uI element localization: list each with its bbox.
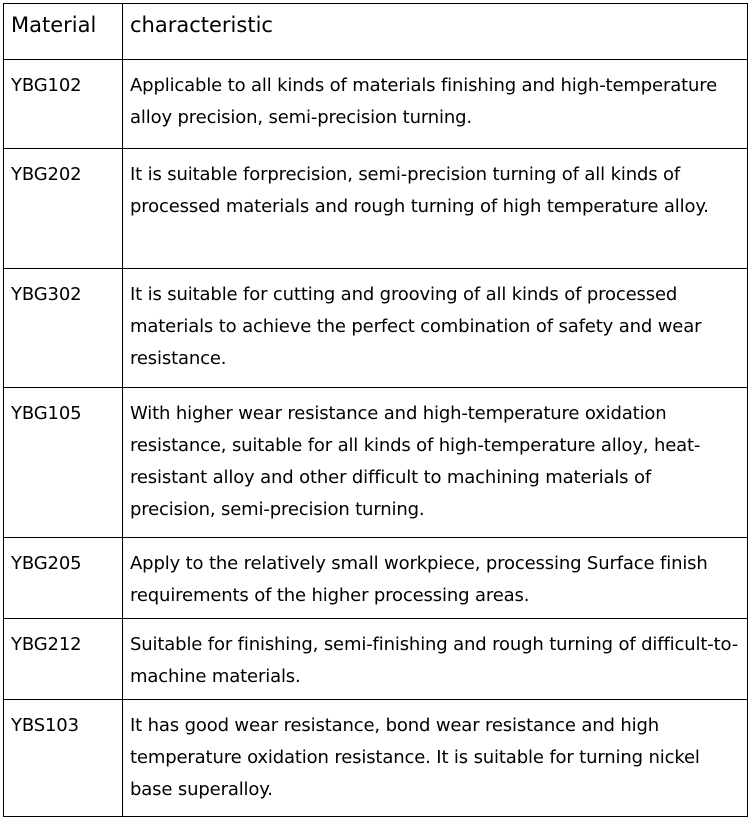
characteristic-cell: With higher wear resistance and high-temperature oxidation resistance, suitable for all kinds of high-temperature alloy, heat-resistant alloy and other difficult to machining materials of precision, semi-precision turning. xyxy=(123,388,748,538)
material-cell: YBG212 xyxy=(4,619,123,700)
characteristic-cell: Apply to the relatively small workpiece, processing Surface finish requirements of the higher processing areas. xyxy=(123,538,748,619)
material-cell: YBG302 xyxy=(4,269,123,388)
material-cell: YBG205 xyxy=(4,538,123,619)
table-row xyxy=(4,538,748,619)
table-row xyxy=(4,388,748,538)
table-header-row xyxy=(4,4,748,60)
characteristic-cell: It is suitable for cutting and grooving of all kinds of processed materials to achieve the perfect combination of safety and wear resistance. xyxy=(123,269,748,388)
material-cell: YBS103 xyxy=(4,700,123,817)
header-characteristic: characteristic xyxy=(123,4,748,60)
table-row xyxy=(4,700,748,817)
material-cell: YBG102 xyxy=(4,60,123,149)
material-characteristic-table xyxy=(3,3,748,817)
header-material: Material xyxy=(4,4,123,60)
table-row xyxy=(4,60,748,149)
characteristic-cell: Applicable to all kinds of materials finishing and high-temperature alloy precision, semi-precision turning. xyxy=(123,60,748,149)
characteristic-cell: It is suitable forprecision, semi-precision turning of all kinds of processed materials and rough turning of high temperature alloy. xyxy=(123,149,748,269)
characteristic-cell: It has good wear resistance, bond wear resistance and high temperature oxidation resistance. It is suitable for turning nickel base superalloy. xyxy=(123,700,748,817)
table-row xyxy=(4,149,748,269)
characteristic-cell: Suitable for finishing, semi-finishing and rough turning of difficult-to-machine materials. xyxy=(123,619,748,700)
table-row xyxy=(4,619,748,700)
material-cell: YBG202 xyxy=(4,149,123,269)
table-row xyxy=(4,269,748,388)
material-cell: YBG105 xyxy=(4,388,123,538)
